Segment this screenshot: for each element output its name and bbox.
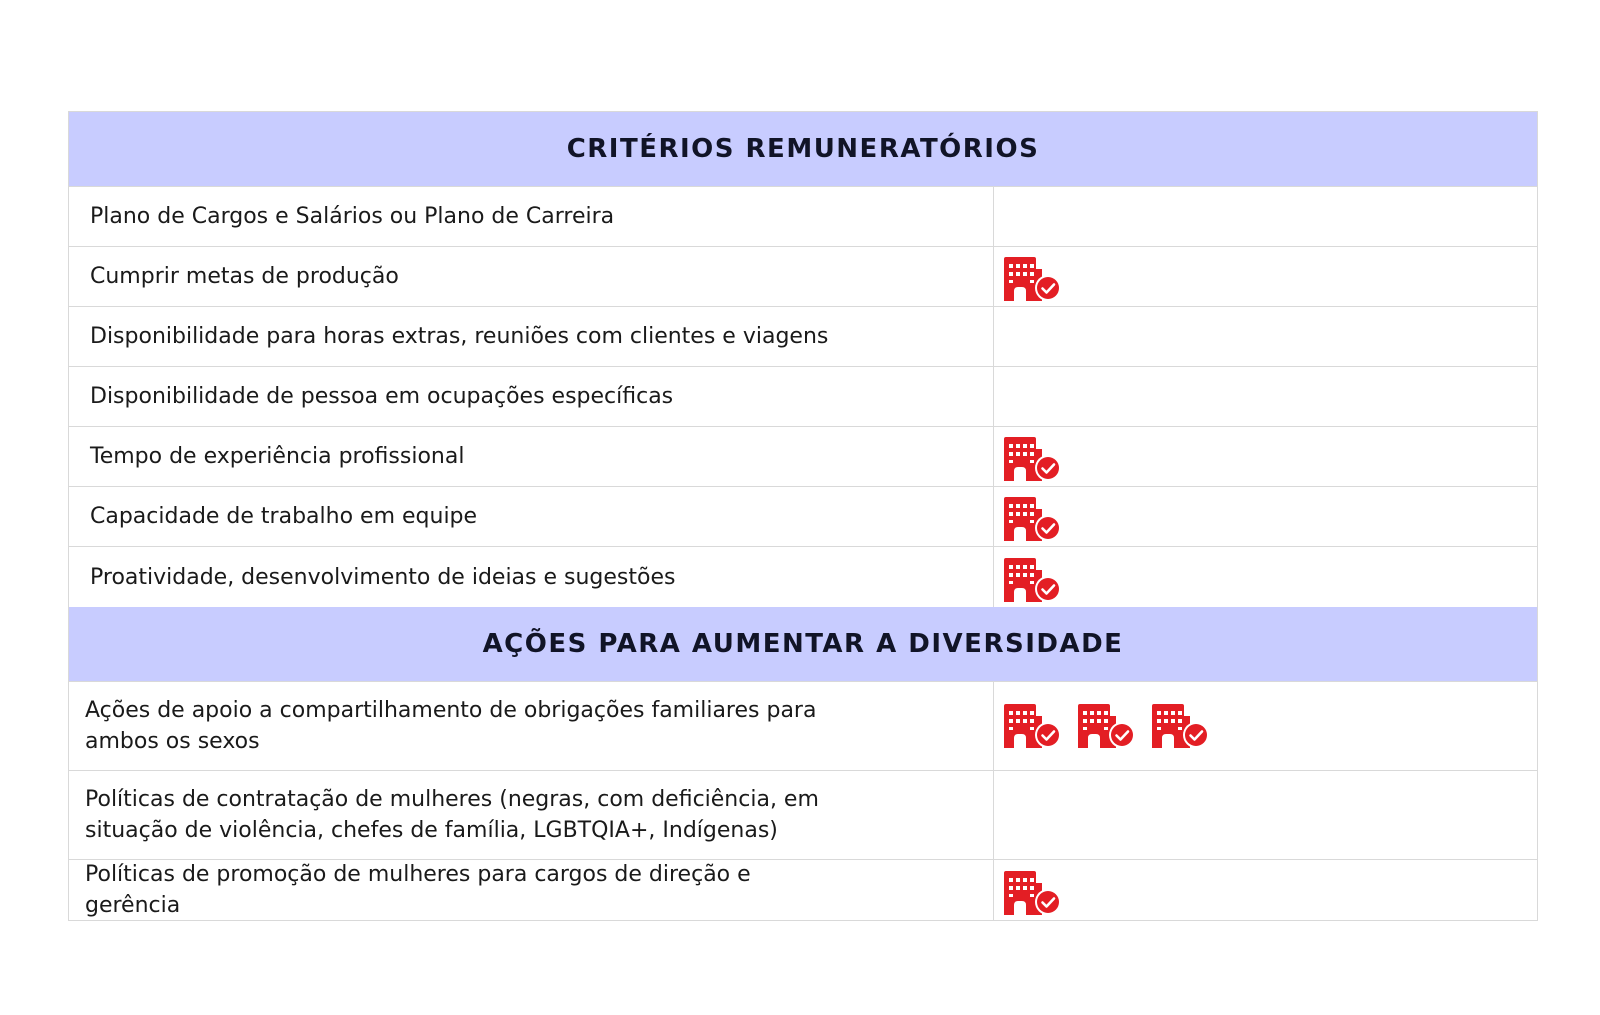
row-icons (994, 860, 1537, 920)
building-check-icon (1004, 497, 1062, 541)
table-row (69, 547, 1537, 607)
row-icons (994, 771, 1537, 859)
row-icons (994, 187, 1537, 246)
table-row (69, 427, 1537, 487)
row-label: Políticas de contratação de mulheres (negras, com deficiência, em situação de violência, chefes de família, LGBTQIA+, Indígenas) (85, 787, 819, 843)
row-label: Capacidade de trabalho em equipe (90, 504, 478, 529)
table-row (69, 307, 1537, 367)
row-label: Ações de apoio a compartilhamento de obrigações familiares para ambos os sexos (85, 698, 817, 754)
row-label: Proatividade, desenvolvimento de ideias e sugestões (90, 564, 676, 590)
row-icons (994, 307, 1537, 366)
building-check-icon (1078, 704, 1136, 748)
building-check-icon (1152, 704, 1210, 748)
row-icons (994, 682, 1537, 770)
row-icons (994, 487, 1537, 546)
row-icons (994, 427, 1537, 486)
row-icons (994, 367, 1537, 426)
table-row (69, 487, 1537, 547)
row-label: Disponibilidade de pessoa em ocupações específicas (90, 384, 674, 409)
building-check-icon (1004, 257, 1062, 301)
row-icons (994, 547, 1537, 607)
row-label: Disponibilidade para horas extras, reuniões com clientes e viagens (90, 324, 829, 349)
building-check-icon (1004, 871, 1062, 915)
row-icons (994, 247, 1537, 306)
table-row (69, 367, 1537, 427)
table-row (69, 682, 1537, 771)
row-label: Tempo de experiência profissional (90, 444, 465, 469)
section-header-diversidade: AÇÕES PARA AUMENTAR A DIVERSIDADE (69, 607, 1537, 682)
table-row (69, 187, 1537, 247)
row-label: Políticas de promoção de mulheres para cargos de direção e gerência (85, 862, 751, 918)
table-row (69, 771, 1537, 860)
table-row (69, 247, 1537, 307)
building-check-icon (1004, 437, 1062, 481)
row-label: Cumprir metas de produção (90, 264, 399, 289)
building-check-icon (1004, 704, 1062, 748)
criteria-table (68, 111, 1538, 921)
section-header-criterios: CRITÉRIOS REMUNERATÓRIOS (69, 112, 1537, 187)
building-check-icon (1004, 558, 1062, 602)
row-label: Plano de Cargos e Salários ou Plano de Carreira (90, 204, 615, 229)
table-row (69, 860, 1537, 920)
